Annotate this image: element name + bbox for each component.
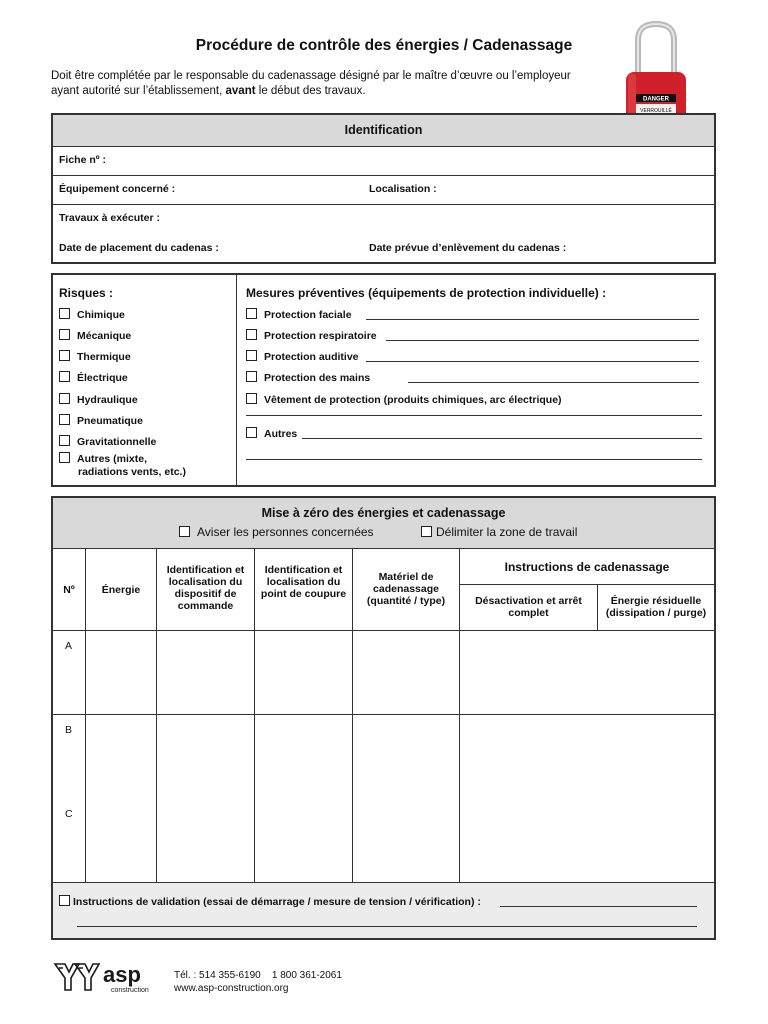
row-label-c: C — [65, 808, 73, 820]
risque-autres[interactable] — [59, 452, 186, 479]
validation-label: Instructions de validation (essai de démarrage / mesure de tension / vérification) : — [73, 896, 481, 908]
padlock-tag-text1: VERROUILLÉ — [640, 108, 672, 114]
checkbox[interactable] — [59, 308, 70, 319]
risque-hydraulique[interactable] — [59, 393, 138, 406]
column-divider — [156, 548, 157, 882]
mesure-label: Protection des mains — [264, 372, 371, 384]
risque-chimique[interactable] — [59, 308, 125, 321]
logo-sub: construction — [111, 987, 149, 994]
mesures-title: Mesures préventives (équipements de protection individuelle) : — [246, 286, 607, 300]
checkbox[interactable] — [59, 414, 70, 425]
risque-label: Mécanique — [77, 330, 132, 342]
risques-title: Risques : — [59, 286, 114, 300]
row-divider — [53, 204, 714, 205]
fill-line[interactable] — [246, 459, 702, 460]
row-divider — [53, 548, 714, 549]
localisation-label: Localisation : — [369, 183, 437, 195]
mesure-mains[interactable] — [246, 371, 370, 384]
column-divider — [236, 275, 237, 485]
checkbox[interactable] — [421, 526, 432, 537]
risque-label: Hydraulique — [77, 394, 138, 406]
checkbox[interactable] — [246, 371, 257, 382]
option-label: Délimiter la zone de travail — [436, 525, 578, 539]
fill-line[interactable] — [366, 319, 699, 320]
risque-label: Électrique — [77, 372, 128, 384]
date-enlevement-label: Date prévue d’enlèvement du cadenas : — [369, 242, 567, 254]
risque-label: Gravitationnelle — [77, 436, 157, 448]
risque-mecanique[interactable] — [59, 329, 131, 342]
fill-line[interactable] — [77, 926, 697, 927]
risque-autres-extra: radiations vents, etc.) — [78, 466, 186, 478]
checkbox[interactable] — [59, 895, 70, 906]
checkbox[interactable] — [246, 393, 257, 404]
checkbox[interactable] — [246, 329, 257, 340]
risque-label: Autres (mixte, — [77, 453, 148, 465]
checkbox[interactable] — [179, 526, 190, 537]
travaux-label: Travaux à exécuter : — [59, 212, 160, 224]
equipement-label: Équipement concerné : — [59, 183, 176, 195]
column-divider — [597, 584, 598, 630]
fill-line[interactable] — [366, 361, 699, 362]
risque-gravitationnelle[interactable] — [59, 435, 156, 448]
asp-logo-icon — [53, 958, 163, 996]
padlock-tag-top: DANGER — [642, 96, 670, 103]
col-energie: Énergie — [101, 584, 141, 596]
intro-part1: Doit être complétée par le responsable du cadenassage désigné par le maître d’œuvre ou l’employeur ayant autorité sur l’établissement, — [51, 70, 571, 97]
mesure-respiratoire[interactable] — [246, 329, 377, 342]
row-divider — [53, 146, 714, 147]
mise-a-zero-title: Mise à zéro des énergies et cadenassage — [261, 506, 506, 520]
mesure-label: Protection auditive — [264, 351, 359, 363]
row-divider — [459, 584, 714, 585]
footer-tel: Tél. : 514 355-6190 — [174, 970, 261, 981]
fill-line[interactable] — [408, 382, 699, 383]
intro-part2: le début des travaux. — [255, 85, 366, 97]
mesure-auditive[interactable] — [246, 350, 359, 363]
identification-header — [53, 115, 714, 146]
risque-label: Pneumatique — [77, 415, 143, 427]
option-aviser[interactable] — [179, 525, 374, 539]
checkbox[interactable] — [59, 371, 70, 382]
footer-tel-free: 1 800 361-2061 — [271, 970, 342, 981]
col-materiel: Matériel de cadenassage (quantité / type) — [366, 571, 446, 607]
mesure-faciale[interactable] — [246, 308, 352, 321]
row-divider — [53, 175, 714, 176]
risque-thermique[interactable] — [59, 350, 131, 363]
checkbox[interactable] — [59, 350, 70, 361]
fill-line[interactable] — [246, 415, 702, 416]
column-divider — [254, 548, 255, 882]
col-ident-commande: Identification et localisation du dispositif de commande — [166, 564, 245, 612]
checkbox[interactable] — [59, 393, 70, 404]
logo-text: asp — [103, 962, 141, 987]
column-divider — [352, 548, 353, 882]
mise-a-zero-header — [53, 498, 714, 548]
row-label-b: B — [65, 724, 73, 736]
intro-text — [51, 69, 571, 99]
validation-item[interactable] — [59, 895, 481, 908]
checkbox[interactable] — [59, 435, 70, 446]
fill-line[interactable] — [500, 906, 697, 907]
checkbox[interactable] — [246, 350, 257, 361]
mesure-autres[interactable] — [246, 427, 297, 440]
mesure-vetement[interactable] — [246, 393, 562, 406]
fill-line[interactable] — [386, 340, 699, 341]
risque-label: Thermique — [77, 351, 131, 363]
validation-area — [53, 883, 714, 938]
checkbox[interactable] — [59, 452, 70, 463]
footer-phone — [174, 969, 342, 982]
checkbox[interactable] — [59, 329, 70, 340]
column-divider — [459, 548, 460, 882]
option-delimiter[interactable] — [421, 525, 577, 539]
checkbox[interactable] — [246, 427, 257, 438]
fiche-label: Fiche nº : — [59, 154, 107, 166]
asp-logo — [53, 958, 163, 996]
col-no: Nº — [63, 584, 75, 596]
checkbox[interactable] — [246, 308, 257, 319]
intro-bold: avant — [225, 85, 256, 97]
col-desactivation: Désactivation et arrêt complet — [475, 595, 582, 619]
identification-section — [51, 113, 716, 264]
footer-website[interactable]: www.asp-construction.org — [174, 983, 289, 994]
col-instructions: Instructions de cadenassage — [504, 560, 670, 574]
fill-line[interactable] — [302, 438, 702, 439]
row-divider — [53, 630, 714, 631]
mise-a-zero-section — [51, 496, 716, 940]
mesure-label: Vêtement de protection (produits chimiques, arc électrique) — [264, 394, 562, 406]
page-title: Procédure de contrôle des énergies / Cadenassage — [195, 37, 573, 54]
mesure-label: Protection respiratoire — [264, 330, 377, 342]
risque-pneumatique[interactable] — [59, 414, 143, 427]
row-divider — [53, 714, 714, 715]
mesure-label: Autres — [264, 428, 298, 440]
row-label-a: A — [65, 640, 73, 652]
risque-label: Chimique — [77, 309, 125, 321]
date-placement-label: Date de placement du cadenas : — [59, 242, 219, 254]
identification-title: Identification — [344, 123, 423, 137]
option-label: Aviser les personnes concernées — [197, 525, 374, 539]
mesure-label: Protection faciale — [264, 309, 352, 321]
risque-electrique[interactable] — [59, 371, 128, 384]
col-energie-residuelle: Énergie résiduelle (dissipation / purge) — [605, 595, 707, 619]
column-divider — [85, 548, 86, 882]
col-ident-coupure: Identification et localisation du point de coupure — [260, 564, 347, 600]
risques-mesures-section — [51, 273, 716, 487]
